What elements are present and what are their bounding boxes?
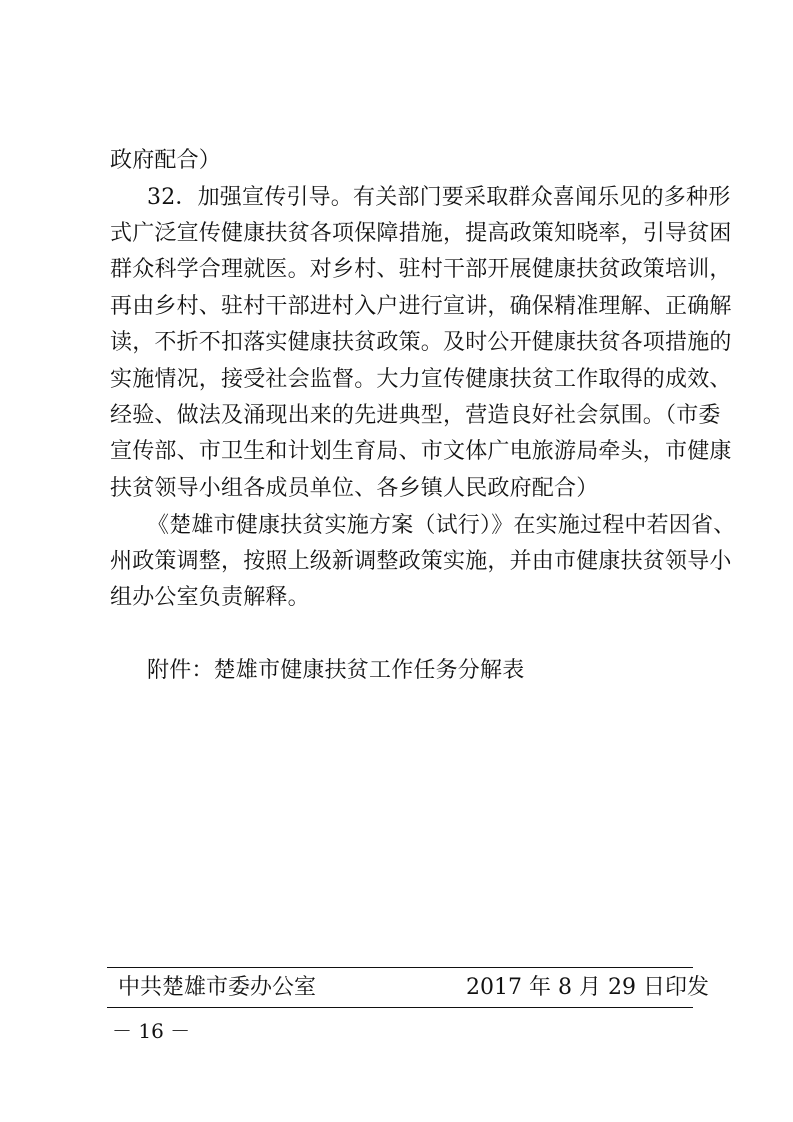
text-line-11: 《楚雄市健康扶贫实施方案（试行）》在实施过程中若因省、 — [147, 513, 736, 538]
page-number: － 16 － — [112, 1019, 191, 1043]
footer-issuer: 中共楚雄市委办公室 — [118, 975, 317, 1000]
text-line-13: 组办公室负责解释。 — [110, 585, 310, 610]
text-line-9: 宣传部、市卫生和计划生育局、市文体广电旅游局牵头，市健康 — [110, 439, 732, 464]
footer-date: 2017 年 8 月 29 日印发 — [466, 975, 709, 1000]
footer-top-rule — [107, 967, 693, 968]
attachment-line: 附件：楚雄市健康扶贫工作任务分解表 — [147, 658, 525, 683]
text-line-7: 实施情况，接受社会监督。大力宣传健康扶贫工作取得的成效、 — [110, 367, 732, 392]
text-line-3: 式广泛宣传健康扶贫各项保障措施，提高政策知晓率，引导贫困 — [110, 221, 732, 246]
text-line-1: 政府配合） — [110, 148, 222, 173]
text-line-10: 扶贫领导小组各成员单位、各乡镇人民政府配合） — [110, 476, 599, 501]
text-line-12: 州政策调整，按照上级新调整政策实施，并由市健康扶贫领导小 — [110, 549, 732, 574]
footer-bottom-rule — [107, 1007, 693, 1008]
text-line-6: 读，不折不扣落实健康扶贫政策。及时公开健康扶贫各项措施的 — [110, 330, 732, 355]
text-line-2: 32．加强宣传引导。有关部门要采取群众喜闻乐见的多种形 — [147, 185, 731, 210]
text-line-5: 再由乡村、驻村干部进村入户进行宣讲，确保精准理解、正确解 — [110, 294, 732, 319]
text-line-8: 经验、做法及涌现出来的先进典型，营造良好社会氛围。（市委 — [110, 403, 721, 428]
text-line-4: 群众科学合理就医。对乡村、驻村干部开展健康扶贫政策培训， — [110, 257, 732, 282]
